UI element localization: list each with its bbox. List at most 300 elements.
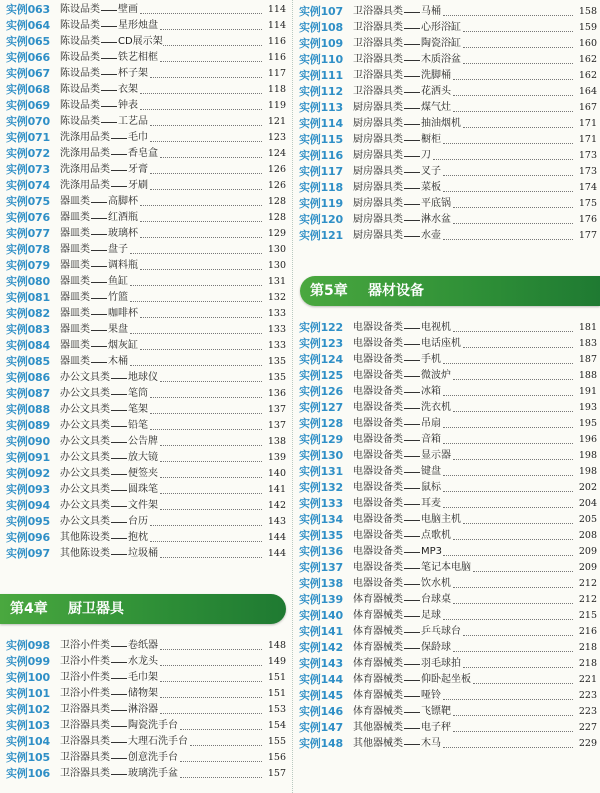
toc-entry[interactable] (6, 2, 286, 18)
page-number: 135 (267, 372, 286, 383)
page-number: 187 (578, 354, 597, 365)
toc-entry[interactable] (6, 638, 286, 654)
page-number: 171 (578, 118, 597, 129)
toc-entry[interactable] (6, 686, 286, 702)
page-number: 183 (578, 338, 597, 349)
leader-dots (130, 253, 262, 254)
example-number: 实例096 (6, 531, 50, 544)
item-title: 木马 (421, 738, 441, 749)
item-title: 花洒头 (421, 86, 451, 97)
example-number: 实例084 (6, 339, 50, 352)
leader-dots (150, 429, 262, 430)
example-number: 实例144 (299, 673, 343, 686)
item-title: 吊扇 (421, 418, 441, 429)
page-number: 130 (267, 260, 286, 271)
toc-entry[interactable] (6, 114, 286, 130)
category-label: 办公文具类 (60, 484, 110, 495)
toc-entry[interactable] (6, 322, 286, 338)
item-title: 杯子架 (118, 68, 148, 79)
toc-entry[interactable] (6, 654, 286, 670)
toc-entry[interactable] (299, 672, 597, 688)
toc-entry[interactable] (299, 464, 597, 480)
leader-dots (150, 77, 262, 78)
toc-entry[interactable] (6, 418, 286, 434)
toc-entry[interactable] (6, 402, 286, 418)
toc-entry[interactable] (299, 336, 597, 352)
example-number: 实例065 (6, 35, 50, 48)
category-label: 卫浴器具类 (60, 720, 110, 731)
toc-entry[interactable] (299, 384, 597, 400)
toc-entry[interactable] (6, 210, 286, 226)
item-title: 香皂盒 (128, 148, 158, 159)
example-number: 实例102 (6, 703, 50, 716)
toc-entry[interactable] (6, 386, 286, 402)
dash-separator (111, 774, 127, 775)
leader-dots (160, 509, 262, 510)
dash-separator (404, 712, 420, 713)
example-number: 实例109 (299, 37, 343, 50)
toc-entry[interactable] (299, 212, 597, 228)
toc-entry[interactable] (6, 354, 286, 370)
page-number: 138 (267, 436, 286, 447)
item-title: 衣架 (118, 84, 138, 95)
dash-separator (111, 474, 127, 475)
category-label: 办公文具类 (60, 468, 110, 479)
toc-entry[interactable] (299, 720, 597, 736)
dash-separator (111, 662, 127, 663)
toc-entry[interactable] (6, 498, 286, 514)
toc-entry[interactable] (6, 734, 286, 750)
toc-entry[interactable] (299, 560, 597, 576)
leader-dots (463, 47, 573, 48)
toc-entry[interactable] (299, 368, 597, 384)
dash-separator (404, 28, 420, 29)
category-label: 其他陈设类 (60, 532, 110, 543)
item-title: 公告牌 (128, 436, 158, 447)
page-number: 148 (267, 640, 286, 651)
item-title: 笔筒 (128, 388, 148, 399)
category-label: 体育器械类 (353, 626, 403, 637)
toc-entry[interactable] (299, 432, 597, 448)
item-title: 马桶 (421, 6, 441, 17)
toc-entry[interactable] (299, 52, 597, 68)
category-label: 器皿类 (60, 356, 90, 367)
example-number: 实例077 (6, 227, 50, 240)
example-number: 实例088 (6, 403, 50, 416)
category-label: 卫浴小件类 (60, 640, 110, 651)
toc-entry[interactable] (6, 670, 286, 686)
category-label: 电器设备类 (353, 450, 403, 461)
example-number: 实例101 (6, 687, 50, 700)
example-number: 实例113 (299, 101, 343, 114)
toc-entry[interactable] (299, 688, 597, 704)
example-number: 实例119 (299, 197, 343, 210)
category-label: 电器设备类 (353, 386, 403, 397)
leader-dots (443, 491, 573, 492)
dash-separator (404, 44, 420, 45)
item-title: 心形浴缸 (421, 22, 461, 33)
page-number: 218 (578, 658, 597, 669)
example-number: 实例103 (6, 719, 50, 732)
leader-dots (140, 221, 262, 222)
leader-dots (463, 63, 573, 64)
category-label: 卫浴器具类 (353, 38, 403, 49)
dash-separator (91, 314, 107, 315)
toc-entry[interactable] (299, 528, 597, 544)
leader-dots (443, 175, 573, 176)
category-label: 器皿类 (60, 276, 90, 287)
example-number: 实例143 (299, 657, 343, 670)
leader-dots (150, 173, 262, 174)
page-number: 176 (578, 214, 597, 225)
page-number: 188 (578, 370, 597, 381)
item-title: 壁画 (118, 4, 138, 15)
category-label: 办公文具类 (60, 420, 110, 431)
toc-entry[interactable] (299, 400, 597, 416)
category-label: 洗涤用品类 (60, 132, 110, 143)
leader-dots (150, 413, 262, 414)
item-title: 文件架 (128, 500, 158, 511)
leader-dots (463, 31, 573, 32)
dash-separator (404, 236, 420, 237)
item-title: 鱼缸 (108, 276, 128, 287)
toc-entry[interactable] (6, 178, 286, 194)
category-label: 体育器械类 (353, 594, 403, 605)
toc-entry[interactable] (299, 736, 597, 752)
example-number: 实例098 (6, 639, 50, 652)
leader-dots (160, 61, 262, 62)
toc-entry[interactable] (6, 242, 286, 258)
toc-entry[interactable] (6, 750, 286, 766)
leader-dots (443, 507, 573, 508)
category-label: 办公文具类 (60, 436, 110, 447)
dash-separator (111, 506, 127, 507)
example-number: 实例135 (299, 529, 343, 542)
leader-dots (160, 557, 262, 558)
page-number: 153 (267, 704, 286, 715)
page-number: 227 (578, 722, 597, 733)
leader-dots (453, 79, 573, 80)
category-label: 陈设品类 (60, 84, 100, 95)
dash-separator (404, 344, 420, 345)
toc-entry[interactable] (299, 20, 597, 36)
category-label: 器皿类 (60, 228, 90, 239)
page-number: 131 (267, 276, 286, 287)
toc-entry[interactable] (6, 146, 286, 162)
page-number: 116 (267, 36, 286, 47)
toc-entry[interactable] (6, 434, 286, 450)
category-label: 电器设备类 (353, 418, 403, 429)
page-number: 193 (578, 402, 597, 413)
toc-entry[interactable] (6, 450, 286, 466)
item-title: 刀 (421, 150, 431, 161)
category-label: 厨房器具类 (353, 198, 403, 209)
page-number: 162 (578, 54, 597, 65)
page-number: 177 (578, 230, 597, 241)
toc-entry[interactable] (299, 656, 597, 672)
category-label: 办公文具类 (60, 404, 110, 415)
item-title: 水龙头 (128, 656, 158, 667)
toc-entry[interactable] (299, 544, 597, 560)
toc-entry[interactable] (299, 624, 597, 640)
toc-entry[interactable] (6, 482, 286, 498)
dash-separator (111, 154, 127, 155)
chapter-title: 器材设备 (368, 283, 424, 299)
category-label: 卫浴小件类 (60, 656, 110, 667)
toc-entry[interactable] (6, 338, 286, 354)
example-number: 实例075 (6, 195, 50, 208)
example-number: 实例085 (6, 355, 50, 368)
page-number: 173 (578, 150, 597, 161)
item-title: 微波炉 (421, 370, 451, 381)
item-title: 羽毛球拍 (421, 658, 461, 669)
category-label: 办公文具类 (60, 516, 110, 527)
category-label: 电器设备类 (353, 482, 403, 493)
leader-dots (443, 15, 573, 16)
example-number: 实例116 (299, 149, 343, 162)
toc-entry[interactable] (299, 196, 597, 212)
chapter-banner[interactable] (300, 276, 600, 306)
toc-entry[interactable] (6, 530, 286, 546)
page-number: 221 (578, 674, 597, 685)
example-number: 实例122 (299, 321, 343, 334)
dash-separator (404, 456, 420, 457)
leader-dots (160, 461, 262, 462)
leader-dots (453, 603, 573, 604)
item-title: 足球 (421, 610, 441, 621)
page-number: 198 (578, 450, 597, 461)
toc-entry[interactable] (6, 702, 286, 718)
dash-separator (91, 362, 107, 363)
leader-dots (140, 317, 262, 318)
leader-dots (453, 223, 573, 224)
item-title: 电脑主机 (421, 514, 461, 525)
page-number: 223 (578, 706, 597, 717)
leader-dots (140, 109, 262, 110)
toc-entry[interactable] (6, 50, 286, 66)
toc-entry[interactable] (299, 448, 597, 464)
category-label: 电器设备类 (353, 338, 403, 349)
toc-entry[interactable] (299, 496, 597, 512)
toc-entry[interactable] (299, 416, 597, 432)
example-number: 实例124 (299, 353, 343, 366)
toc-entry[interactable] (299, 148, 597, 164)
toc-entry[interactable] (6, 82, 286, 98)
dash-separator (404, 584, 420, 585)
item-title: 放大镜 (128, 452, 158, 463)
page-number: 218 (578, 642, 597, 653)
example-number: 实例145 (299, 689, 343, 702)
toc-entry[interactable] (299, 116, 597, 132)
leader-dots (453, 95, 573, 96)
item-title: 电话座机 (421, 338, 461, 349)
dash-separator (111, 710, 127, 711)
category-label: 厨房器具类 (353, 134, 403, 145)
toc-entry[interactable] (299, 180, 597, 196)
example-number: 实例111 (299, 69, 343, 82)
toc-entry[interactable] (299, 228, 597, 244)
toc-entry[interactable] (6, 718, 286, 734)
toc-entry[interactable] (299, 320, 597, 336)
item-title: 咖啡杯 (108, 308, 138, 319)
category-label: 电器设备类 (353, 562, 403, 573)
toc-entry[interactable] (6, 98, 286, 114)
dash-separator (91, 218, 107, 219)
item-title: MP3 (421, 546, 443, 557)
item-title: 大理石洗手台 (128, 736, 188, 747)
dash-separator (404, 536, 420, 537)
leader-dots (443, 619, 573, 620)
toc-entry[interactable] (299, 576, 597, 592)
example-number: 实例110 (299, 53, 343, 66)
chapter-banner[interactable] (0, 594, 286, 624)
example-number: 实例133 (299, 497, 343, 510)
toc-entry[interactable] (6, 466, 286, 482)
category-label: 电器设备类 (353, 466, 403, 477)
example-number: 实例105 (6, 751, 50, 764)
toc-entry[interactable] (299, 592, 597, 608)
toc-entry[interactable] (6, 766, 286, 782)
leader-dots (453, 587, 573, 588)
toc-entry[interactable] (6, 194, 286, 210)
leader-dots (160, 157, 262, 158)
example-number: 实例129 (299, 433, 343, 446)
toc-entry[interactable] (299, 352, 597, 368)
toc-entry[interactable] (6, 34, 286, 50)
category-label: 厨房器具类 (353, 166, 403, 177)
example-number: 实例106 (6, 767, 50, 780)
toc-entry[interactable] (299, 480, 597, 496)
toc-entry[interactable] (6, 370, 286, 386)
dash-separator (91, 250, 107, 251)
example-number: 实例089 (6, 419, 50, 432)
toc-entry[interactable] (299, 68, 597, 84)
example-number: 实例073 (6, 163, 50, 176)
leader-dots (160, 493, 262, 494)
toc-entry[interactable] (299, 640, 597, 656)
example-number: 实例114 (299, 117, 343, 130)
item-title: 竹篮 (108, 292, 128, 303)
toc-entry[interactable] (6, 18, 286, 34)
toc-entry[interactable] (299, 100, 597, 116)
toc-entry[interactable] (6, 226, 286, 242)
page-number: 171 (578, 134, 597, 145)
toc-entry[interactable] (6, 130, 286, 146)
toc-entry[interactable] (299, 36, 597, 52)
toc-entry[interactable] (299, 512, 597, 528)
dash-separator (404, 220, 420, 221)
leader-dots (453, 379, 573, 380)
dash-separator (404, 188, 420, 189)
category-label: 卫浴器具类 (60, 752, 110, 763)
dash-separator (404, 360, 420, 361)
dash-separator (404, 504, 420, 505)
page-number: 212 (578, 594, 597, 605)
dash-separator (91, 346, 107, 347)
toc-entry[interactable] (6, 290, 286, 306)
leader-dots (140, 349, 262, 350)
category-label: 器皿类 (60, 244, 90, 255)
item-title: 红酒瓶 (108, 212, 138, 223)
toc-entry[interactable] (6, 162, 286, 178)
toc-entry[interactable] (299, 4, 597, 20)
toc-entry[interactable] (299, 704, 597, 720)
dash-separator (404, 156, 420, 157)
toc-entry[interactable] (299, 164, 597, 180)
leader-dots (130, 285, 262, 286)
leader-dots (433, 159, 573, 160)
page-number: 209 (578, 546, 597, 557)
category-label: 洗涤用品类 (60, 148, 110, 159)
leader-dots (463, 523, 573, 524)
dash-separator (404, 172, 420, 173)
toc-entry[interactable] (6, 258, 286, 274)
page-number: 133 (267, 308, 286, 319)
category-label: 体育器械类 (353, 674, 403, 685)
chapter-number: 第5章 (310, 283, 348, 299)
category-label: 陈设品类 (60, 20, 100, 31)
dash-separator (101, 106, 117, 107)
example-number: 实例115 (299, 133, 343, 146)
dash-separator (91, 266, 107, 267)
category-label: 电器设备类 (353, 578, 403, 589)
item-title: 叉子 (421, 166, 441, 177)
category-label: 电器设备类 (353, 530, 403, 541)
dash-separator (111, 522, 127, 523)
toc-entry[interactable] (299, 608, 597, 624)
leader-dots (443, 747, 573, 748)
category-label: 体育器械类 (353, 610, 403, 621)
page-number: 135 (267, 356, 286, 367)
example-number: 实例082 (6, 307, 50, 320)
toc-entry[interactable] (299, 132, 597, 148)
page-number: 126 (267, 180, 286, 191)
toc-entry[interactable] (6, 66, 286, 82)
dash-separator (404, 744, 420, 745)
page-number: 114 (267, 20, 286, 31)
page-number: 151 (267, 688, 286, 699)
leader-dots (180, 729, 262, 730)
dash-separator (404, 140, 420, 141)
example-number: 实例117 (299, 165, 343, 178)
example-number: 实例121 (299, 229, 343, 242)
item-title: 点歌机 (421, 530, 451, 541)
dash-separator (404, 728, 420, 729)
item-title: 高脚杯 (108, 196, 138, 207)
item-title: 铅笔 (128, 420, 148, 431)
toc-entry[interactable] (6, 546, 286, 562)
toc-entry[interactable] (6, 514, 286, 530)
item-title: 冰箱 (421, 386, 441, 397)
page-number: 174 (578, 182, 597, 193)
toc-entry[interactable] (6, 306, 286, 322)
dash-separator (111, 742, 127, 743)
example-number: 实例080 (6, 275, 50, 288)
page-number: 157 (267, 768, 286, 779)
dash-separator (111, 394, 127, 395)
toc-entry[interactable] (6, 274, 286, 290)
example-number: 实例091 (6, 451, 50, 464)
category-label: 卫浴小件类 (60, 688, 110, 699)
dash-separator (404, 520, 420, 521)
item-title: 铁艺相框 (118, 52, 158, 63)
example-number: 实例063 (6, 3, 50, 16)
item-title: 仰卧起坐板 (421, 674, 471, 685)
category-label: 陈设品类 (60, 36, 100, 47)
dash-separator (404, 424, 420, 425)
example-number: 实例076 (6, 211, 50, 224)
toc-entry[interactable] (299, 84, 597, 100)
